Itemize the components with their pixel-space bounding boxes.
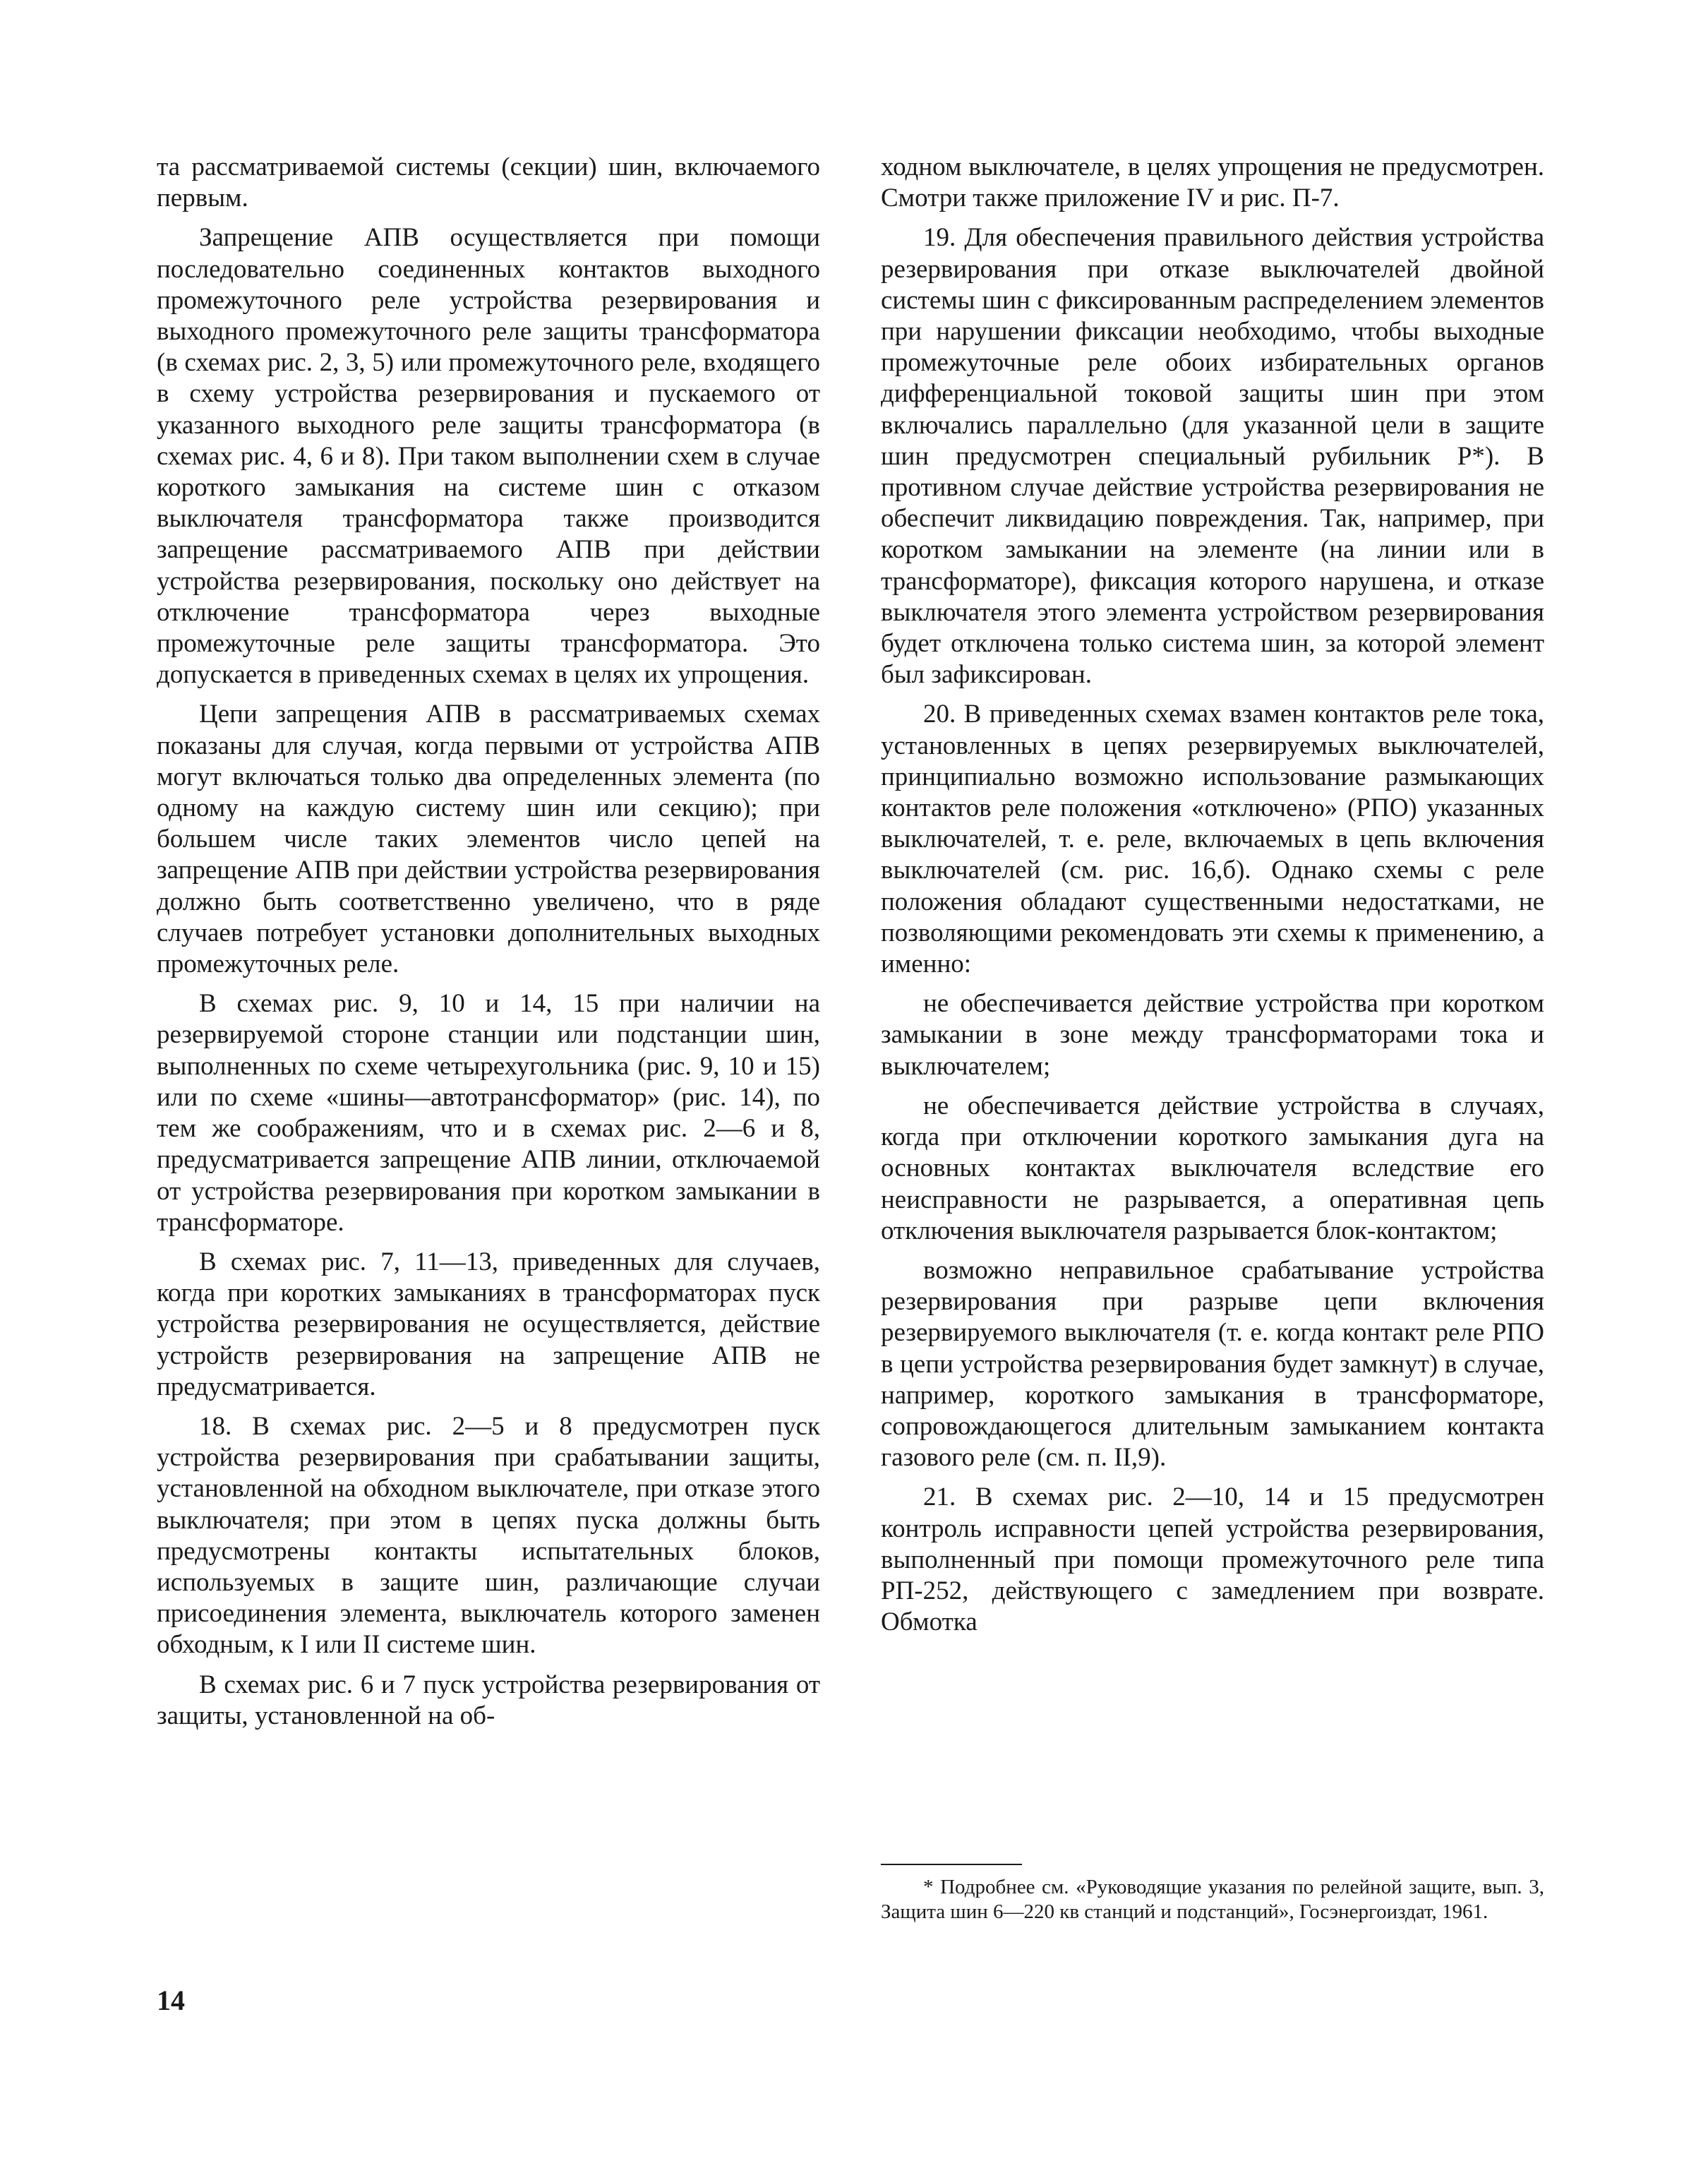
page-number: 14 bbox=[157, 1984, 185, 2016]
paragraph: 18. В схемах рис. 2—5 и 8 предусмотрен пуск устройства резервирования при срабатывании защиты, установленной на обходном выключателе, при отказе этого выключателя; при этом в цепях пуска должны быть предусмотрены контакты испытательных блоков, используемых в защите шин, различающие случаи присоединения элемента, выключатель которого заменен обходным, к I или II системе шин. bbox=[157, 1411, 820, 1660]
paragraph: В схемах рис. 6 и 7 пуск устройства резервирования от защиты, установленной на об- bbox=[157, 1670, 820, 1730]
paragraph: не обеспечивается действие устройства при коротком замыкании в зоне между трансформаторами тока и выключателем; bbox=[881, 989, 1544, 1081]
paragraph: В схемах рис. 7, 11—13, приведенных для случаев, когда при коротких замыканиях в трансформаторах пуск устройства резервирования не осуществляется, действие устройств резервирования на запрещение АПВ не предусматривается. bbox=[157, 1247, 820, 1401]
right-column bbox=[881, 152, 1544, 1638]
paragraph: Цепи запрещения АПВ в рассматриваемых схемах показаны для случая, когда первыми от устройства АПВ могут включаться только два определенных элемента (по одному на каждую систему шин или секцию); при большем числе таких элементов число цепей на запрещение АПВ при действии устройства резервирования должно быть соответственно увеличено, что в ряде случаев потребует установки дополнительных выходных промежуточных реле. bbox=[157, 700, 820, 979]
footnote: * Подробнее см. «Руководящие указания по релейной защите, вып. 3, Защита шин 6—220 кв станций и подстанций», Госэнергоиздат, 1961. bbox=[881, 1876, 1544, 1923]
left-column bbox=[157, 152, 820, 1732]
paragraph: 20. В приведенных схемах взамен контактов реле тока, установленных в цепях резервируемых выключателей, принципиально возможно использование размыкающих контактов реле положения «отключено» (РПО) указанных выключателей, т. е. реле, включаемых в цепь включения выключателей (см. рис. 16,б). Однако схемы с реле положения обладают существенными недостатками, не позволяющими рекомендовать эти схемы к применению, а именно: bbox=[881, 700, 1544, 979]
paragraph: Запрещение АПВ осуществляется при помощи последовательно соединенных контактов выходного промежуточного реле устройства резервирования и выходного промежуточного реле защиты трансформатора (в схемах рис. 2, 3, 5) или промежуточного реле, входящего в схему устройства резервирования и пускаемого от указанного выходного реле защиты трансформатора (в схемах рис. 4, 6 и 8). При таком выполнении схем в случае короткого замыкания на системе шин с отказом выключателя трансформатора также производится запрещение рассматриваемого АПВ при действии устройства резервирования, поскольку оно действует на отключение трансформатора через выходные промежуточные реле защиты трансформатора. Это допускается в приведенных схемах в целях их упрощения. bbox=[157, 223, 820, 690]
paragraph: 19. Для обеспечения правильного действия устройства резервирования при отказе выключателей двойной системы шин с фиксированным распределением элементов при нарушении фиксации необходимо, чтобы выходные промежуточные реле обоих избирательных органов дифференциальной токовой защиты шин при этом включались параллельно (для указанной цели в защите шин предусмотрен специальный рубильник P*). В противном случае действие устройства резервирования не обеспечит ликвидацию повреждения. Так, например, при коротком замыкании на элементе (на линии или в трансформаторе), фиксация которого нарушена, и отказе выключателя этого элемента устройством резервирования будет отключена только система шин, за которой элемент был зафиксирован. bbox=[881, 223, 1544, 690]
paragraph: ходном выключателе, в целях упрощения не предусмотрен. Смотри также приложение IV и рис. П-7. bbox=[881, 152, 1544, 213]
paragraph: В схемах рис. 9, 10 и 14, 15 при наличии на резервируемой стороне станции или подстанции шин, выполненных по схеме четырехугольника (рис. 9, 10 и 15) или по схеме «шины—автотрансформатор» (рис. 14), по тем же соображениям, что и в схемах рис. 2—6 и 8, предусматривается запрещение АПВ линии, отключаемой от устройства резервирования при коротком замыкании в трансформаторе. bbox=[157, 989, 820, 1237]
paragraph: та рассматриваемой системы (секции) шин, включаемого первым. bbox=[157, 152, 820, 213]
paragraph: не обеспечивается действие устройства в случаях, когда при отключении короткого замыкания дуга на основных контактах выключателя вследствие его неисправности не разрывается, а оперативная цепь отключения выключателя разрывается блок-контактом; bbox=[881, 1091, 1544, 1245]
paragraph: возможно неправильное срабатывание устройства резервирования при разрыве цепи включения резервируемого выключателя (т. е. когда контакт реле РПО в цепи устройства резервирования будет замкнут) в случае, например, короткого замыкания в трансформаторе, сопровождающегося длительным замыканием контакта газового реле (см. п. II,9). bbox=[881, 1255, 1544, 1473]
paragraph: 21. В схемах рис. 2—10, 14 и 15 предусмотрен контроль исправности цепей устройства резервирования, выполненный при помощи промежуточного реле типа РП-252, действующего с замедлением при возврате. Обмотка bbox=[881, 1483, 1544, 1637]
footnote-divider bbox=[881, 1864, 1022, 1865]
